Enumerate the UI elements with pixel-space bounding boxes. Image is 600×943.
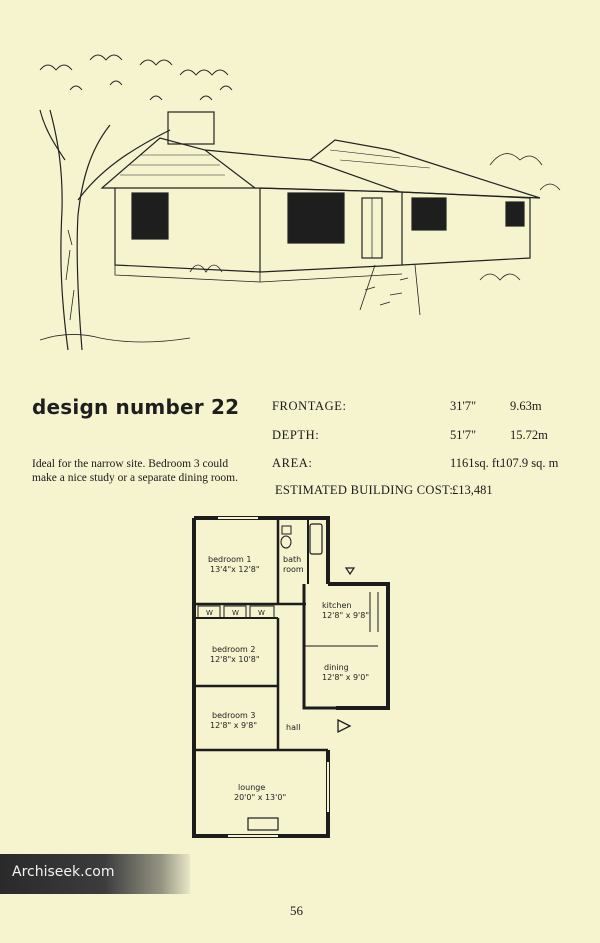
floor-plan bbox=[188, 512, 398, 842]
wardrobe-label: W bbox=[232, 609, 239, 617]
spec-cost-value: £13,481 bbox=[452, 483, 493, 497]
spec-imperial-value: 1161sq. ft. bbox=[450, 456, 503, 470]
spec-row-area bbox=[272, 456, 572, 474]
spec-imperial-value: 31'7" bbox=[450, 399, 477, 413]
room-dims: 20'0" x 13'0" bbox=[234, 793, 287, 802]
room-label: bath bbox=[283, 555, 302, 564]
design-title: design number 22 bbox=[32, 395, 240, 419]
room-label: dining bbox=[324, 663, 349, 672]
room-label: kitchen bbox=[322, 601, 352, 610]
spec-label: ESTIMATED BUILDING COST: bbox=[275, 483, 454, 497]
room-label: lounge bbox=[238, 783, 266, 792]
spec-metric-value: 15.72m bbox=[510, 428, 548, 442]
room-label: hall bbox=[286, 723, 301, 732]
design-description: Ideal for the narrow site. Bedroom 3 could make a nice study or a separate dining room. bbox=[32, 458, 238, 484]
spec-row-cost bbox=[272, 483, 572, 501]
wardrobe-label: W bbox=[206, 609, 213, 617]
spec-row-depth bbox=[272, 428, 572, 446]
room-label: bedroom 2 bbox=[212, 645, 256, 654]
room-dims: room bbox=[283, 565, 304, 574]
spec-label: DEPTH: bbox=[272, 428, 320, 442]
house-sketch-illustration bbox=[30, 50, 575, 360]
room-dims: 12'8" x 9'8" bbox=[322, 611, 370, 620]
spec-row-frontage bbox=[272, 399, 572, 417]
watermark-banner bbox=[0, 854, 190, 894]
room-dims: 13'4"x 12'8" bbox=[210, 565, 260, 574]
room-label: bedroom 1 bbox=[208, 555, 252, 564]
spec-imperial-value: 51'7" bbox=[450, 428, 477, 442]
spec-label: AREA: bbox=[272, 456, 313, 470]
room-dims: 12'8"x 10'8" bbox=[210, 655, 260, 664]
wardrobe-label: W bbox=[258, 609, 265, 617]
room-dims: 12'8" x 9'0" bbox=[322, 673, 370, 682]
page-number: 56 bbox=[290, 903, 303, 918]
spec-metric-value: 107.9 sq. m bbox=[500, 456, 559, 470]
room-dims: 12'8" x 9'8" bbox=[210, 721, 258, 730]
room-label: bedroom 3 bbox=[212, 711, 256, 720]
spec-metric-value: 9.63m bbox=[510, 399, 542, 413]
spec-label: FRONTAGE: bbox=[272, 399, 347, 413]
watermark-text: Archiseek.com bbox=[12, 864, 115, 880]
